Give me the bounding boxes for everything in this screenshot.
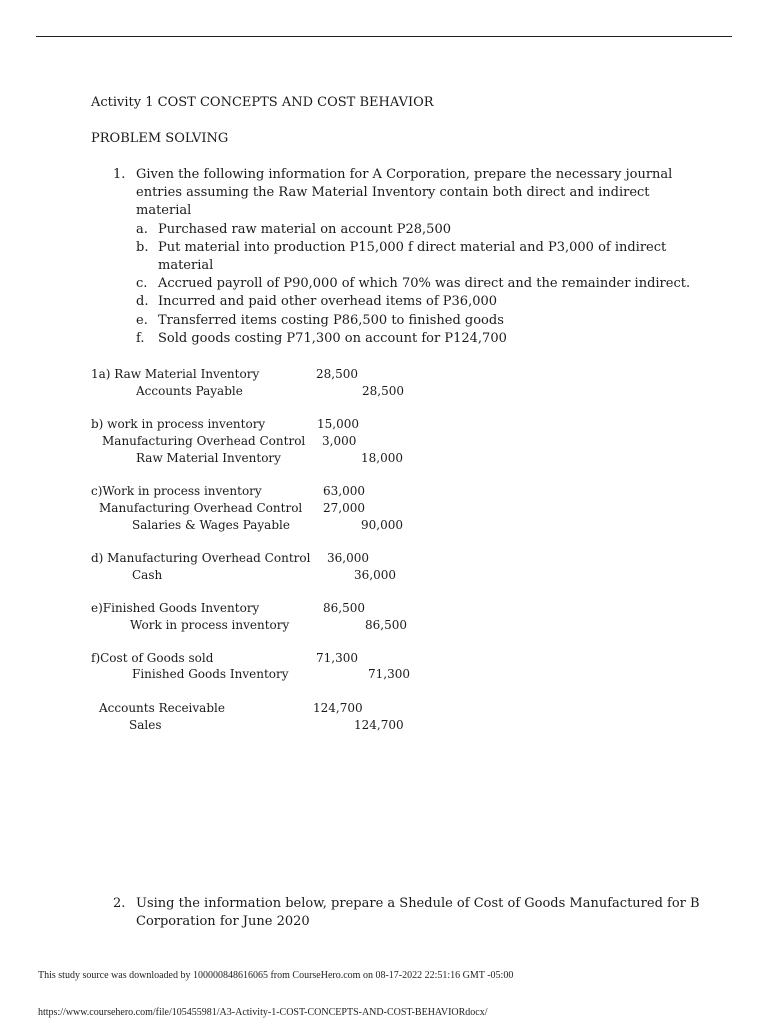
item-text: Purchased raw material on account P28,500 <box>158 222 451 237</box>
download-note: This study source was downloaded by 100000848616065 from CourseHero.com on 08-17-2022 22:51:16 GMT -05:00 <box>38 970 514 981</box>
journal-credit: 86,500 <box>365 618 407 632</box>
journal-account: Accounts Payable <box>136 384 243 398</box>
journal-account: c)Work in process inventory <box>91 484 262 498</box>
item-letter: f. <box>136 331 145 346</box>
journal-debit: 86,500 <box>323 601 365 615</box>
journal-debit: 71,300 <box>316 651 358 665</box>
journal-account: Salaries & Wages Payable <box>132 518 290 532</box>
activity-title: Activity 1 COST CONCEPTS AND COST BEHAVIOR <box>91 95 434 110</box>
item-text: Put material into production P15,000 f direct material and P3,000 of indirect <box>158 240 667 255</box>
source-url-link[interactable]: https://www.coursehero.com/file/105455981/A3-Activity-1-COST-CONCEPTS-AND-COST-BEHAVIORdocx/ <box>38 1007 488 1018</box>
question-2-number: 2. <box>113 896 126 911</box>
journal-credit: 28,500 <box>362 384 404 398</box>
journal-account: Cash <box>132 568 163 582</box>
journal-credit: 71,300 <box>368 667 410 681</box>
journal-account: Manufacturing Overhead Control <box>99 501 303 515</box>
item-text: Transferred items costing P86,500 to finished goods <box>158 313 504 328</box>
journal-account: Sales <box>129 718 162 732</box>
question-1-number: 1. <box>113 167 126 182</box>
journal-debit: 28,500 <box>316 367 358 381</box>
journal-account: Manufacturing Overhead Control <box>102 434 306 448</box>
question-2-line: Using the information below, prepare a Shedule of Cost of Goods Manufactured for B <box>136 896 700 911</box>
journal-debit: 3,000 <box>322 434 357 448</box>
journal-credit: 90,000 <box>361 518 403 532</box>
question-2-line: Corporation for June 2020 <box>136 914 310 929</box>
top-rule <box>36 36 732 37</box>
journal-account: Raw Material Inventory <box>136 451 281 465</box>
item-text: Accrued payroll of P90,000 of which 70% was direct and the remainder indirect. <box>158 276 691 291</box>
question-1-line: entries assuming the Raw Material Inventory contain both direct and indirect <box>136 185 650 200</box>
item-letter: d. <box>136 294 149 309</box>
item-letter: a. <box>136 222 148 237</box>
item-letter: e. <box>136 313 148 328</box>
journal-debit: 124,700 <box>313 701 363 715</box>
journal-credit: 124,700 <box>354 718 404 732</box>
journal-debit: 15,000 <box>317 417 359 431</box>
journal-account: e)Finished Goods Inventory <box>91 601 260 615</box>
journal-account: Work in process inventory <box>130 618 290 632</box>
item-text: Incurred and paid other overhead items of P36,000 <box>158 294 498 309</box>
journal-account: 1a) Raw Material Inventory <box>91 367 260 381</box>
journal-credit: 36,000 <box>354 568 396 582</box>
journal-account: Finished Goods Inventory <box>132 667 289 681</box>
question-1-line: Given the following information for A Corporation, prepare the necessary journal <box>136 167 673 182</box>
question-1-line: material <box>136 203 192 218</box>
journal-debit: 63,000 <box>323 484 365 498</box>
item-letter: b. <box>136 240 149 255</box>
journal-account: b) work in process inventory <box>91 417 266 431</box>
journal-debit: 36,000 <box>327 551 369 565</box>
journal-account: Accounts Receivable <box>99 701 225 715</box>
item-letter: c. <box>136 276 148 291</box>
journal-debit: 27,000 <box>323 501 365 515</box>
section-title: PROBLEM SOLVING <box>91 131 229 146</box>
item-text: material <box>158 258 214 273</box>
journal-credit: 18,000 <box>361 451 403 465</box>
item-text: Sold goods costing P71,300 on account for P124,700 <box>158 331 507 346</box>
journal-account: f)Cost of Goods sold <box>91 651 214 665</box>
journal-account: d) Manufacturing Overhead Control <box>91 551 311 565</box>
